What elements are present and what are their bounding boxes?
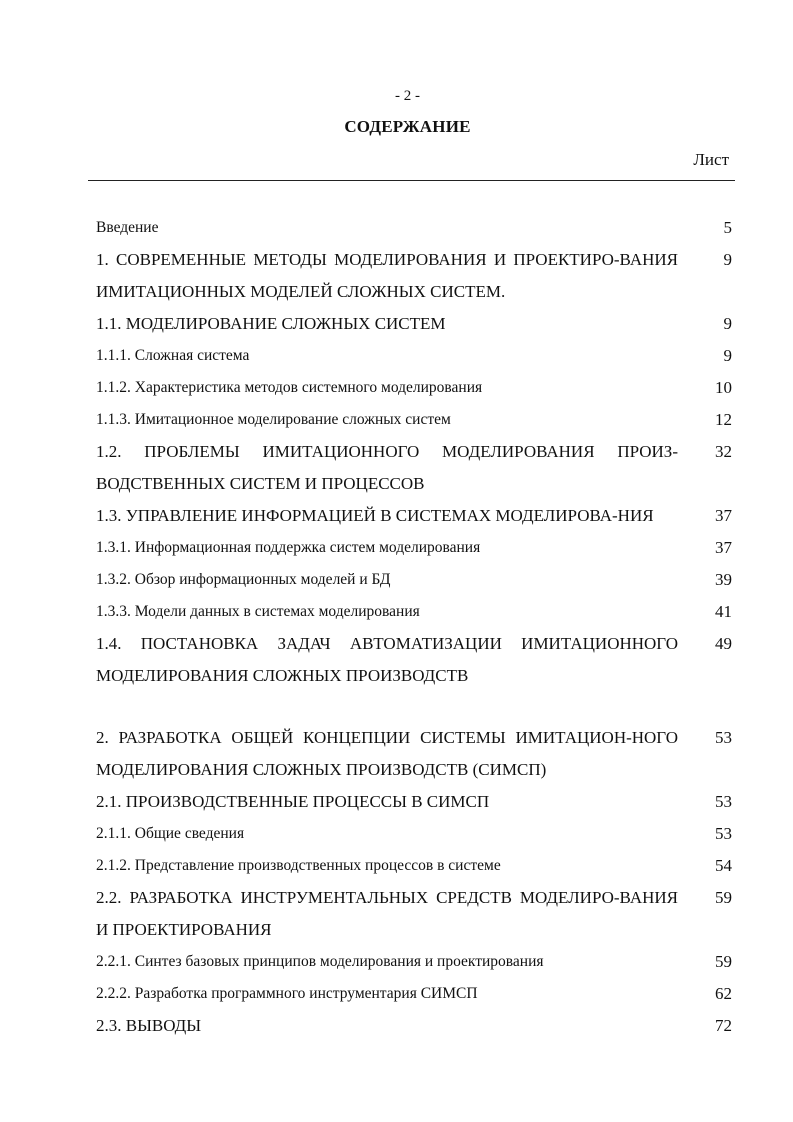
toc-entry-title: 2.1. ПРОИЗВОДСТВЕННЫЕ ПРОЦЕССЫ В СИМСП xyxy=(96,792,490,811)
toc-entry-page: 12 xyxy=(715,410,732,429)
toc-entry-page: 49 xyxy=(715,634,732,653)
toc-entry-page: 54 xyxy=(715,856,732,875)
toc-entry-page: 53 xyxy=(715,824,732,843)
toc-entry xyxy=(96,340,732,372)
toc-entry-title: 2. РАЗРАБОТКА ОБЩЕЙ КОНЦЕПЦИИ СИСТЕМЫ ИМИТАЦИОН-НОГО МОДЕЛИРОВАНИЯ СЛОЖНЫХ ПРОИЗВОДСТВ (СИМСП) xyxy=(96,728,678,779)
toc-entry-title: 2.2.1. Синтез базовых принципов моделирования и проектирования xyxy=(96,953,544,970)
toc-entry-page: 9 xyxy=(723,314,732,333)
toc-entry-title: 2.1.2. Представление производственных процессов в системе xyxy=(96,857,501,874)
toc-entry-title: 1. СОВРЕМЕННЫЕ МЕТОДЫ МОДЕЛИРОВАНИЯ И ПРОЕКТИРО-ВАНИЯ ИМИТАЦИОННЫХ МОДЕЛЕЙ СЛОЖНЫХ СИСТЕМ. xyxy=(96,250,678,301)
section-gap xyxy=(96,692,732,722)
header-divider xyxy=(88,180,735,181)
toc-entry-title: 1.1.1. Сложная система xyxy=(96,347,250,364)
toc-entry xyxy=(96,532,732,564)
toc-entry-page: 53 xyxy=(715,792,732,811)
toc-entry-page: 62 xyxy=(715,984,732,1003)
toc-entry-title: 1.2. ПРОБЛЕМЫ ИМИТАЦИОННОГО МОДЕЛИРОВАНИЯ ПРОИЗ-ВОДСТВЕННЫХ СИСТЕМ И ПРОЦЕССОВ xyxy=(96,442,678,493)
toc-entry-title: 2.3. ВЫВОДЫ xyxy=(96,1016,202,1035)
toc-entry-title: 1.3.1. Информационная поддержка систем моделирования xyxy=(96,539,481,556)
toc-entry-page: 37 xyxy=(715,538,732,557)
toc-entry xyxy=(96,628,732,692)
toc-entry xyxy=(96,404,732,436)
toc-entry xyxy=(96,722,732,786)
toc-entry xyxy=(96,500,732,532)
toc-entry-title: 1.3.2. Обзор информационных моделей и БД xyxy=(96,571,391,588)
toc-entry-page: 41 xyxy=(715,602,732,621)
toc-entry-title: 2.1.1. Общие сведения xyxy=(96,825,245,842)
toc-entry-page: 39 xyxy=(715,570,732,589)
table-of-contents xyxy=(96,212,732,1042)
toc-entry-title: 1.1.3. Имитационное моделирование сложных систем xyxy=(96,411,451,428)
toc-entry xyxy=(96,244,732,308)
toc-entry xyxy=(96,212,732,244)
sheet-column-label: Лист xyxy=(693,150,729,169)
toc-entry xyxy=(96,978,732,1010)
toc-entry xyxy=(96,1010,732,1042)
toc-entry-page: 5 xyxy=(723,218,732,237)
toc-entry-title: Введение xyxy=(96,219,159,236)
page-number: - 2 - xyxy=(395,88,420,104)
toc-entry-title: 2.2. РАЗРАБОТКА ИНСТРУМЕНТАЛЬНЫХ СРЕДСТВ МОДЕЛИРО-ВАНИЯ И ПРОЕКТИРОВАНИЯ xyxy=(96,888,678,939)
toc-entry-page: 10 xyxy=(715,378,732,397)
toc-entry-page: 53 xyxy=(715,728,732,747)
toc-entry-page: 59 xyxy=(715,952,732,971)
toc-entry xyxy=(96,882,732,946)
toc-entry-page: 72 xyxy=(715,1016,732,1035)
toc-entry xyxy=(96,946,732,978)
toc-entry-title: 1.4. ПОСТАНОВКА ЗАДАЧ АВТОМАТИЗАЦИИ ИМИТАЦИОННОГО МОДЕЛИРОВАНИЯ СЛОЖНЫХ ПРОИЗВОДСТВ xyxy=(96,634,678,685)
toc-entry-title: 2.2.2. Разработка программного инструментария СИМСП xyxy=(96,985,478,1002)
toc-entry xyxy=(96,596,732,628)
toc-entry-page: 9 xyxy=(723,346,732,365)
toc-entry-title: 1.3.3. Модели данных в системах моделирования xyxy=(96,603,420,620)
toc-entry xyxy=(96,308,732,340)
toc-entry-page: 59 xyxy=(715,888,732,907)
toc-entry xyxy=(96,564,732,596)
toc-entry xyxy=(96,436,732,500)
toc-entry xyxy=(96,372,732,404)
toc-entry-page: 9 xyxy=(723,250,732,269)
toc-entry-page: 32 xyxy=(715,442,732,461)
toc-entry-title: 1.3. УПРАВЛЕНИЕ ИНФОРМАЦИЕЙ В СИСТЕМАХ МОДЕЛИРОВА-НИЯ xyxy=(96,506,654,525)
toc-entry xyxy=(96,818,732,850)
toc-entry-title: 1.1.2. Характеристика методов системного моделирования xyxy=(96,379,483,396)
toc-entry xyxy=(96,786,732,818)
toc-entry xyxy=(96,850,732,882)
toc-entry-title: 1.1. МОДЕЛИРОВАНИЕ СЛОЖНЫХ СИСТЕМ xyxy=(96,314,446,333)
page-title: СОДЕРЖАНИЕ xyxy=(344,117,471,136)
toc-entry-page: 37 xyxy=(715,506,732,525)
